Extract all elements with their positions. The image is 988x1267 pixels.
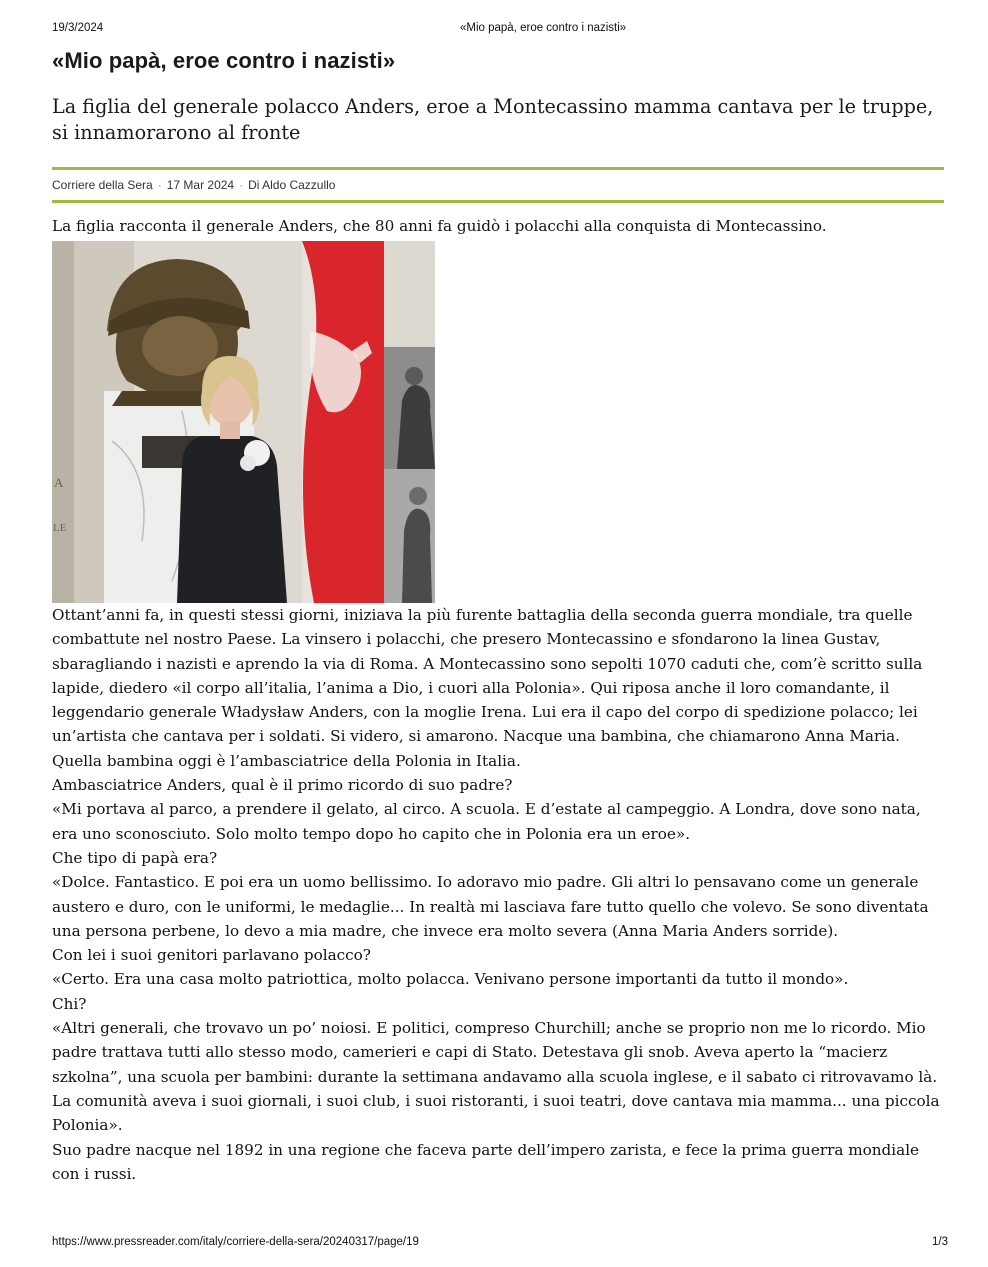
answer: «Certo. Era una casa molto patriottica, molto polacca. Venivano persone importanti da tutto il mondo». bbox=[52, 970, 849, 989]
byline-separator: · bbox=[157, 178, 162, 192]
question: Con lei i suoi genitori parlavano polacco? bbox=[52, 946, 371, 965]
article-lead: La figlia racconta il generale Anders, che 80 anni fa guidò i polacchi alla conquista di Montecassino. bbox=[52, 217, 827, 235]
byline-date: 17 Mar 2024 bbox=[166, 178, 235, 192]
wall-plaque bbox=[52, 241, 74, 603]
byline-author[interactable]: Di Aldo Cazzullo bbox=[248, 178, 336, 192]
woman-jacket bbox=[177, 436, 287, 603]
article-byline bbox=[52, 178, 932, 192]
plaque-letter: A bbox=[54, 475, 64, 490]
answer: «Altri generali, che trovavo un po’ noiosi. E politici, compreso Churchill; anche se proprio non me lo ricordo. Mio padre trattava tutti allo stesso modo, camerieri e capi di Stato. Detestava gli snob. Aveva aperto la “macierz szkolna”, una scuola per bambini: durante la settimana andavamo alla scuola inglese, e il sabato ci ritrovavamo là. La comunità aveva i suoi giornali, i suoi club, i suoi ristoranti, i suoi teatri, dove cantava mia mamma... una piccola Polonia». bbox=[52, 1019, 940, 1135]
article-photo[interactable] bbox=[52, 241, 435, 603]
print-date: 19/3/2024 bbox=[52, 22, 104, 34]
top-green-rule bbox=[52, 167, 944, 170]
photo-illustration bbox=[52, 241, 435, 603]
article-body bbox=[52, 603, 947, 1186]
plaque-letter: LE bbox=[53, 522, 67, 534]
answer: «Mi portava al parco, a prendere il gelato, al circo. A scuola. E d’estate al campeggio. A Londra, dove sono nata, era uno sconosciuto. Solo molto tempo dopo ho capito che in Polonia era un eroe». bbox=[52, 800, 921, 843]
bottom-green-rule bbox=[52, 200, 944, 203]
print-footer bbox=[52, 1236, 948, 1252]
body-paragraph: Ottant’anni fa, in questi stessi giorni, iniziava la più furente battaglia della seconda guerra mondiale, tra quelle combattute nel nostro Paese. La vinsero i polacchi, che presero Montecassino e sfondarono la linea Gustav, sbaragliando i nazisti e aprendo la via di Roma. A Montecassino sono sepolti 1070 caduti che, com’è scritto sulla lapide, diedero «il corpo all’italia, l’anima a Dio, i cuori alla Polonia». Qui riposa anche il loro comandante, il leggendario generale Władysław Anders, con la moglie Irena. Lui era il capo del corpo di spedizione polacco; lei un’artista che cantava per i soldati. Si videro, si amarono. Nacque una bambina, che chiamarono Anna Maria. Quella bambina oggi è l’ambasciatrice della Polonia in Italia. bbox=[52, 606, 923, 770]
article-subheadline: La figlia del generale polacco Anders, eroe a Montecassino mamma cantava per le truppe, si innamorarono al fronte bbox=[52, 95, 934, 144]
print-header bbox=[52, 22, 948, 38]
answer: «Dolce. Fantastico. E poi era un uomo bellissimo. Io adoravo mio padre. Gli altri lo pensavano come un generale austero e duro, con le uniformi, le medaglie... In realtà mi lasciava fare tutto quello che volevo. Se sono diventata una persona perbene, lo devo a mia madre, che invece era molto severa (Anna Maria Anders sorride). bbox=[52, 873, 929, 940]
question: Che tipo di papà era? bbox=[52, 848, 218, 867]
byline-separator: · bbox=[239, 178, 244, 192]
byline-source[interactable]: Corriere della Sera bbox=[52, 178, 153, 192]
question: Ambasciatrice Anders, qual è il primo ricordo di suo padre? bbox=[52, 776, 513, 795]
source-url[interactable]: https://www.pressreader.com/italy/corriere-della-sera/20240317/page/19 bbox=[52, 1236, 419, 1248]
print-doc-title: «Mio papà, eroe contro i nazisti» bbox=[460, 22, 627, 34]
body-paragraph: Suo padre nacque nel 1892 in una regione che faceva parte dell’impero zarista, e fece la prima guerra mondiale con i russi. bbox=[52, 1140, 920, 1183]
page-number: 1/3 bbox=[932, 1236, 948, 1248]
article-headline: «Mio papà, eroe contro i nazisti» bbox=[52, 48, 396, 73]
question: Chi? bbox=[52, 994, 87, 1013]
